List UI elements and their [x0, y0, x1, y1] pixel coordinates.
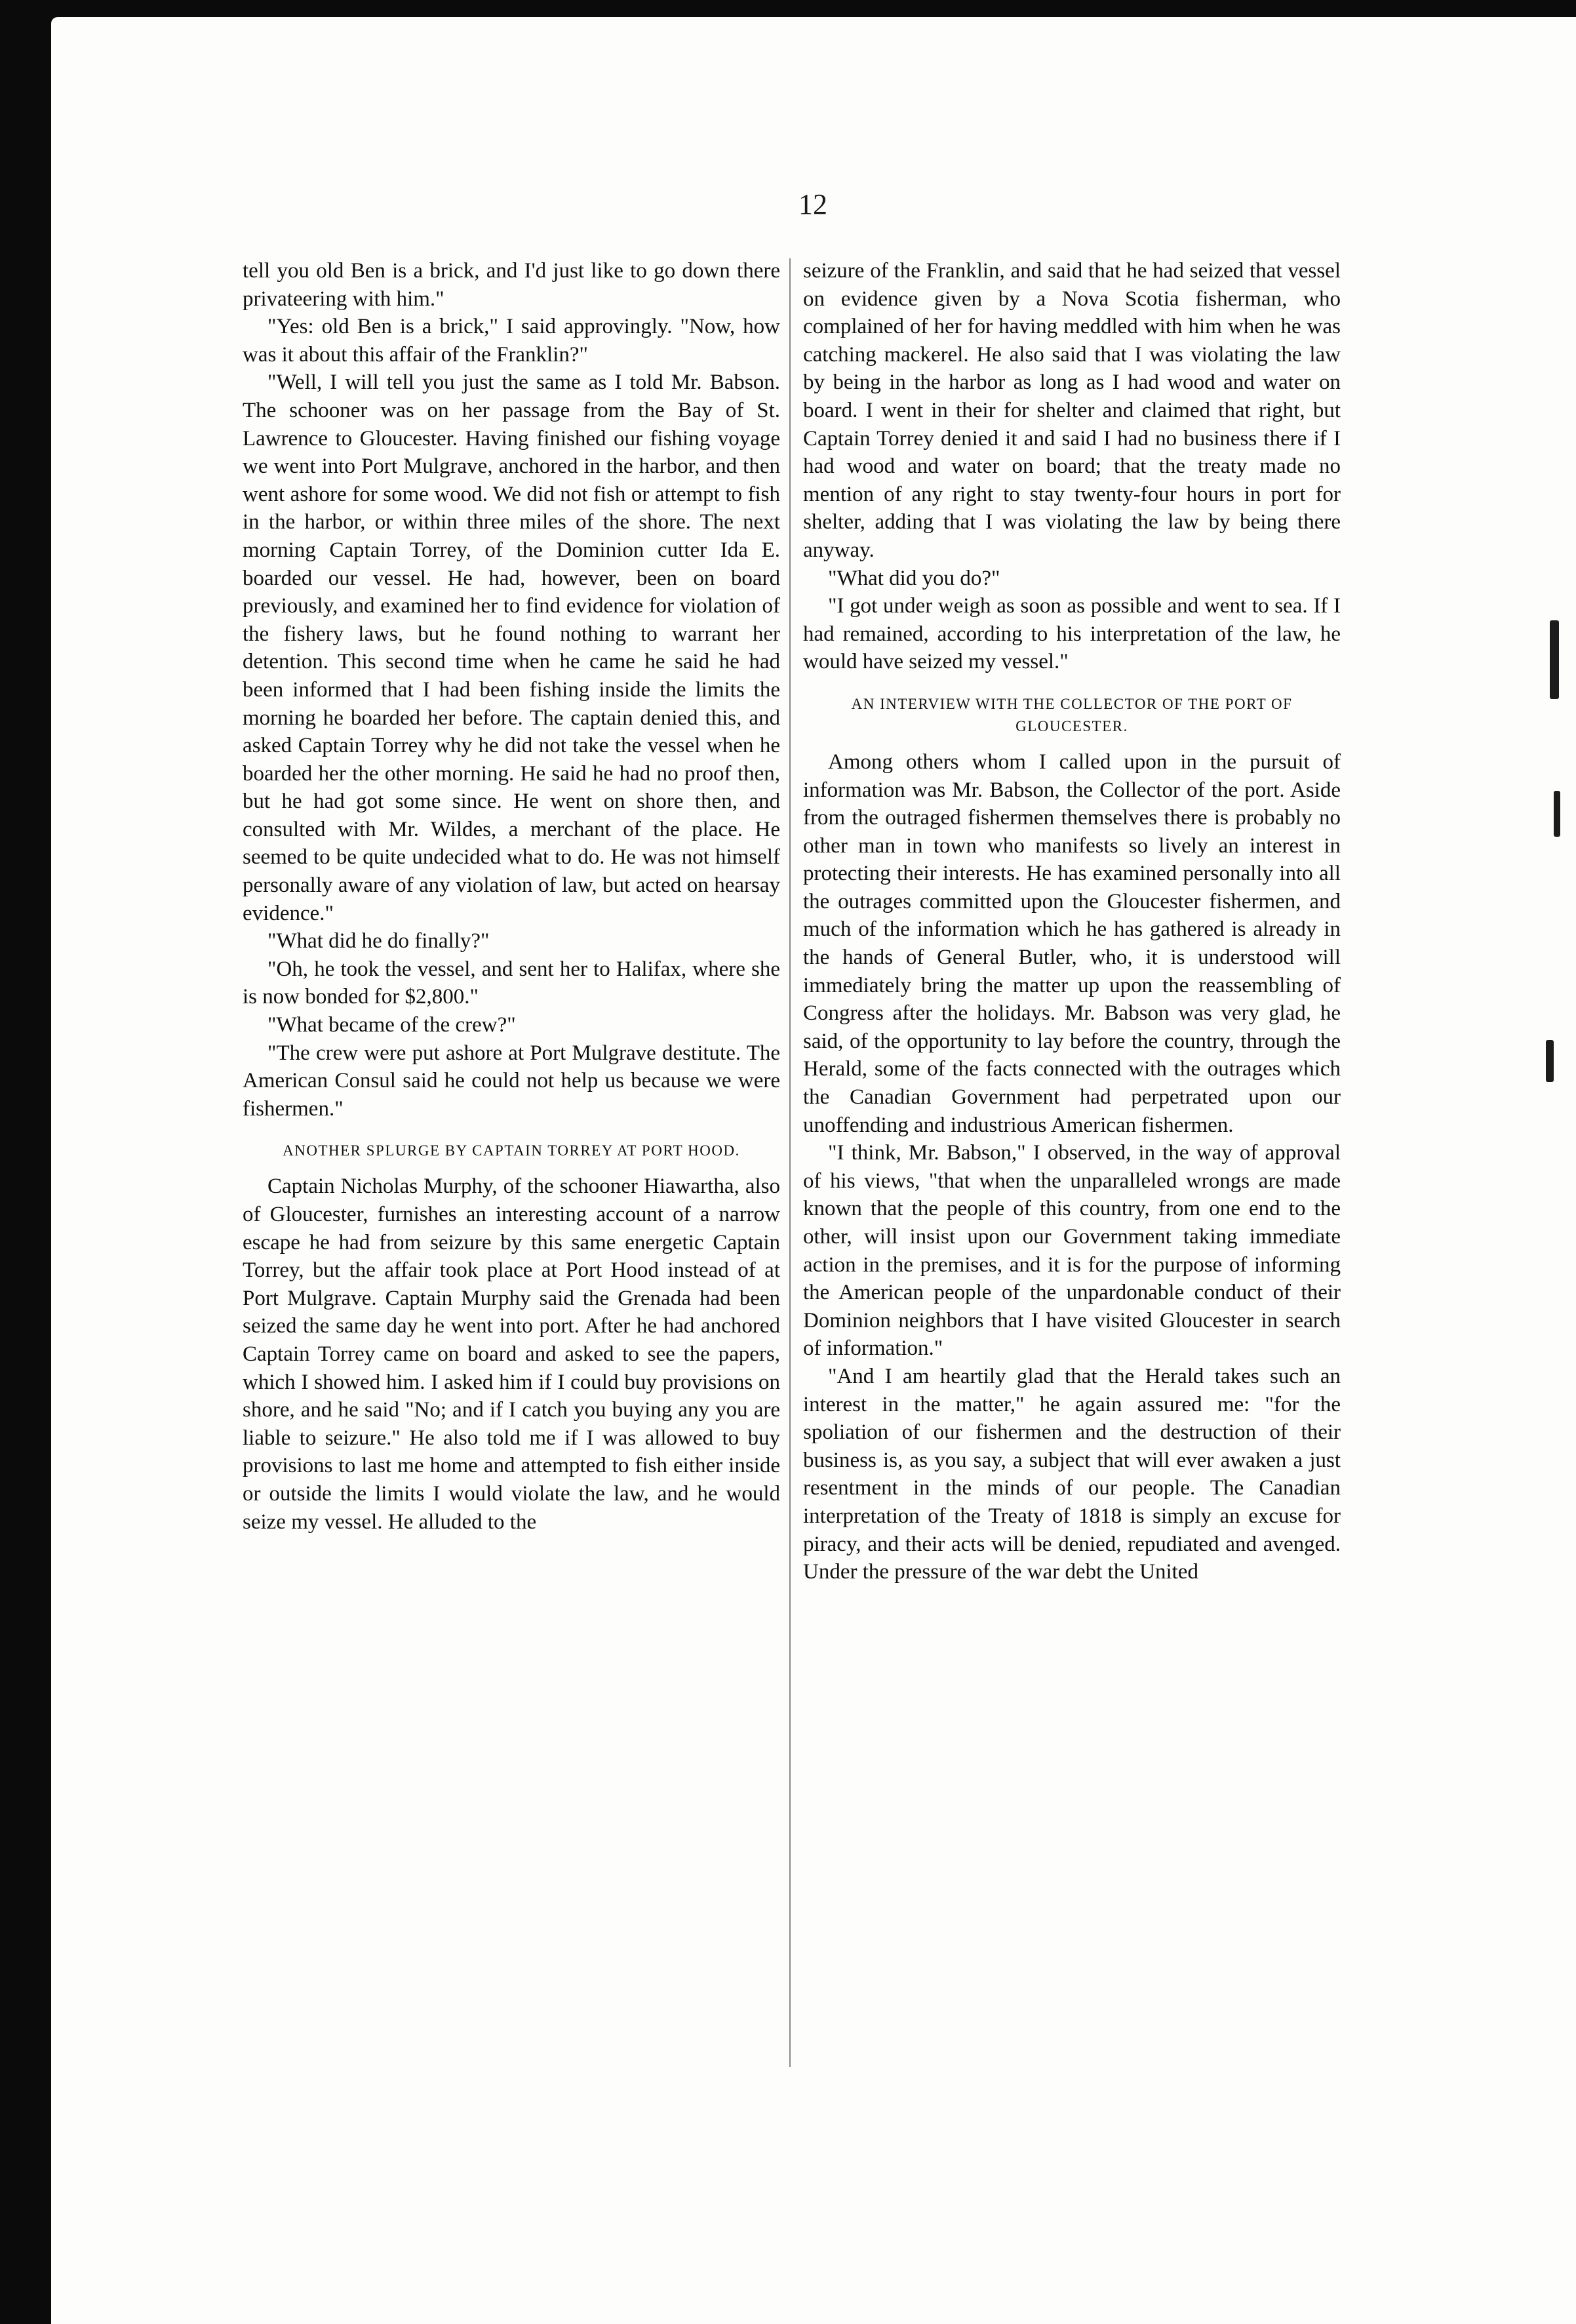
paragraph: "What did he do finally?" — [267, 929, 490, 953]
left-column — [243, 257, 780, 1536]
paragraph: "Oh, he took the vessel, and sent her to Halifax, where she is now bonded for $2,800." — [243, 957, 780, 1009]
paragraph: Captain Nicholas Murphy, of the schooner Hiawartha, also of Gloucester, furnishes an interesting account of a narrow escape he had from seizure by this same energetic Captain Torrey, but the affair took place at Port Hood instead of at Port Mulgrave. Captain Murphy said the Grenada had been seized the same day he went into port. After he had anchored Captain Torrey came on board and asked to see the papers, which I showed him. I asked him if I could buy provisions on shore, and he said "No; and if I catch you buying any you are liable to seizure." He also told me if I was allowed to buy provisions to last me home and attempted to fish either inside or outside the limits I would violate the law, and he would seize my vessel. He alluded to the — [243, 1174, 780, 1534]
page-number: 12 — [798, 188, 827, 220]
column-divider — [789, 258, 791, 2067]
scan-edge-mark — [1550, 620, 1559, 699]
paragraph: "And I am heartily glad that the Herald takes such an interest in the matter," he again assured me: "for the spoliation of our fishermen and the destruction of their business is, as you say, a subject that will ever awaken a just resentment in the minds of our people. The Canadian interpretation of the Treaty of 1818 is simply an excuse for piracy, and their acts will be denied, repudiated and avenged. Under the pressure of the war debt the United — [803, 1364, 1341, 1584]
section-subheading: ANOTHER SPLURGE BY CAPTAIN TORREY AT PORT HOOD. — [283, 1142, 740, 1159]
paragraph: seizure of the Franklin, and said that he had seized that vessel on evidence given by a Nova Scotia fisherman, who complained of her for having meddled with him when he was catching mackerel. He also said that I was violating the law by being in the harbor as long as I had wood and water on board. I went in their for shelter and claimed that right, but Captain Torrey denied it and said I had no business there if I had wood and water on board; that the treaty made no mention of any right to stay twenty-four hours in port for shelter, adding that I was violating the law by being there anyway. — [803, 259, 1341, 562]
paragraph: "Well, I will tell you just the same as I told Mr. Babson. The schooner was on her passage from the Bay of St. Lawrence to Gloucester. Having finished our fishing voyage we went into Port Mulgrave, anchored in the harbor, and then went ashore for some wood. We did not fish or attempt to fish in the harbor, or within three miles of the shore. The next morning Captain Torrey, of the Dominion cutter Ida E. boarded our vessel. He had, however, been on board previously, and examined her to find evidence for violation of the fishery laws, but he found nothing to warrant her detention. This second time when he came he said he had been informed that I had been fishing inside the limits the morning he boarded her before. The captain denied this, and asked Captain Torrey why he did not take the vessel when he boarded her the other morning. He said he had no proof then, but he had got some since. He went on shore then, and consulted with Mr. Wildes, a merchant of the place. He seemed to be quite undecided what to do. He was not himself personally aware of any violation of law, but acted on hearsay evidence." — [243, 371, 780, 925]
paragraph: "The crew were put ashore at Port Mulgrave destitute. The American Consul said he could not help us because we were fishermen." — [243, 1041, 780, 1121]
paragraph: "What did you do?" — [828, 566, 1000, 590]
section-subheading: AN INTERVIEW WITH THE COLLECTOR OF THE PORT OF GLOUCESTER. — [851, 695, 1293, 734]
scan-edge-mark — [1554, 791, 1560, 837]
paragraph: "Yes: old Ben is a brick," I said approvingly. "Now, how was it about this affair of the Franklin?" — [243, 315, 780, 367]
paragraph: "I got under weigh as soon as possible and went to sea. If I had remained, according to his interpretation of the law, he would have seized my vessel." — [803, 594, 1341, 674]
scan-edge-mark — [1546, 1040, 1554, 1082]
paragraph: "I think, Mr. Babson," I observed, in the way of approval of his views, "that when the unparalleled wrongs are made known that the people of this country, from one end to the other, will insist upon our Government taking immediate action in the premises, and it is for the purpose of informing the American people of the unpardonable conduct of their Dominion neighbors that I have visited Gloucester in search of information." — [803, 1141, 1341, 1361]
document-page — [51, 17, 1576, 2324]
paragraph: "What became of the crew?" — [267, 1013, 516, 1037]
right-column — [803, 257, 1341, 1586]
paragraph: tell you old Ben is a brick, and I'd just like to go down there privateering with him." — [243, 259, 780, 311]
paragraph: Among others whom I called upon in the pursuit of information was Mr. Babson, the Collector of the port. Aside from the outraged fishermen themselves there is probably no other man in town who manifests so lively an interest in protecting their interests. He has examined personally into all the outrages committed upon the Gloucester fishermen, and much of the information which he has gathered is already in the hands of General Butler, who, it is understood will immediately bring the matter up upon the reassembling of Congress after the holidays. Mr. Babson was very glad, he said, of the opportunity to lay before the country, through the Herald, some of the facts connected with the outrages which the Canadian Government had perpetrated upon our unoffending and industrious American fishermen. — [803, 750, 1341, 1137]
